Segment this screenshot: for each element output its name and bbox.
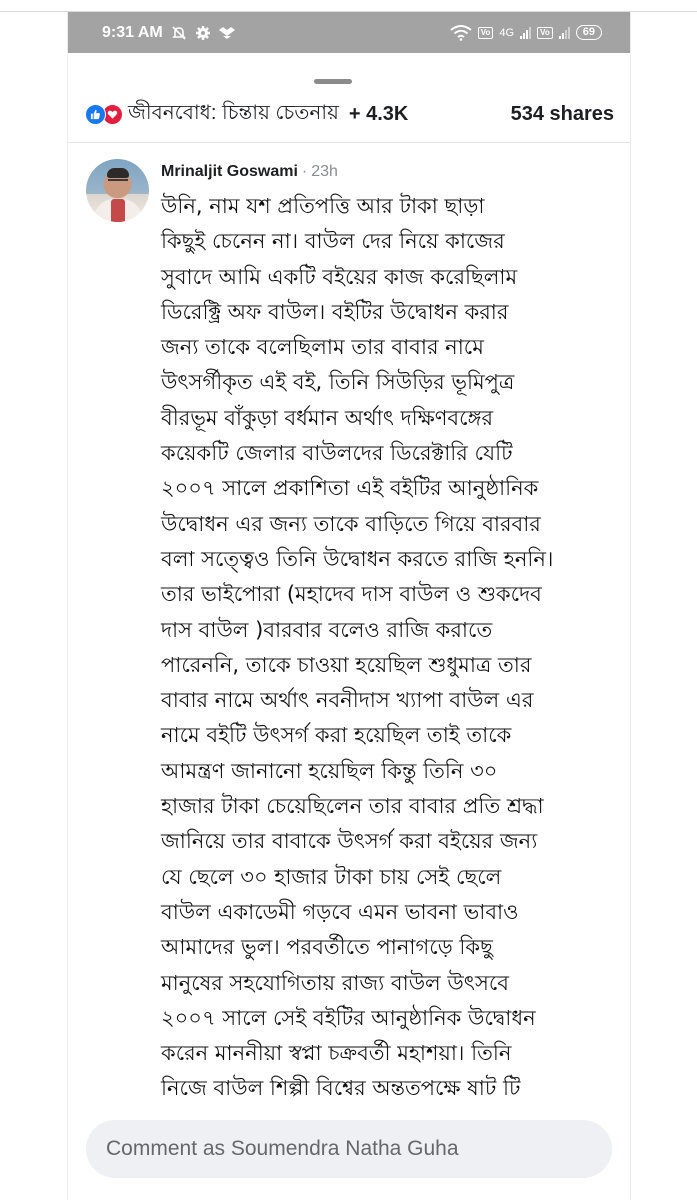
comment-line: ২০০৭ সালে সেই বইটির আনুষ্ঠানিক উদ্বোধন — [161, 1005, 536, 1030]
comment-line: জানিয়ে তার বাবাকে উৎসর্গ করা বইয়ের জন্য — [161, 829, 538, 854]
comment-line: বাবার নামে অর্থাৎ নবনীদাস খ্যাপা বাউল এর — [161, 688, 534, 713]
comment-text — [161, 189, 630, 1107]
comment-line: নিজে বাউল শিল্পী বিশ্বের অন্ততপক্ষে ষাট টি — [161, 1076, 521, 1101]
comment-time[interactable]: 23h — [311, 163, 338, 180]
comment-line: উদ্বোধন এর জন্য তাকে বাড়িতে গিয়ে বারবার — [161, 511, 541, 536]
comment-line: কয়েকটি জেলার বাউলদের ডিরেক্টারি যেটি — [161, 441, 513, 466]
gear-icon — [195, 25, 211, 41]
reaction-count: + 4.3K — [348, 102, 409, 125]
comment-line: ২০০৭ সালে প্রকাশিতা এই বইটির আনুষ্ঠানিক — [161, 476, 539, 501]
comment-body — [161, 159, 630, 1107]
comment-line: যে ছেলে ৩০ হাজার টাকা চায় সেই ছেলে — [161, 864, 502, 889]
comment-line: হাজার টাকা চেয়েছিলেন তার বাবার প্রতি শ্রদ্ধা — [161, 794, 544, 819]
volte-badge-1: Vo — [478, 27, 494, 39]
reactions-summary[interactable] — [85, 99, 620, 129]
status-time: 9:31 AM — [102, 23, 163, 41]
comment-line: নামে বইটি উৎসর্গ করা হয়েছিল তাই তাকে — [161, 723, 512, 748]
comment-header — [161, 159, 630, 185]
mute-icon — [171, 25, 187, 41]
reactor-name: জীবনবোধ: চিন্তায় চেতনায় — [128, 101, 339, 124]
comment-line: কিছুই চেনেন না। বাউল দের নিয়ে কাজের — [161, 229, 505, 254]
dropbox-icon — [219, 25, 235, 41]
comment-line: আমন্ত্রণ জানানো হয়েছিল কিন্তু তিনি ৩০ — [161, 758, 498, 783]
comment-line: পারেননি, তাকে চাওয়া হয়েছিল শুধুমাত্র তার — [161, 652, 532, 677]
comment-composer — [68, 1112, 630, 1200]
comment-line: বাউল একাডেমী গড়বে এমন ভাবনা ভাবাও — [161, 899, 519, 924]
comment-line: বীরভূম বাঁকুড়া বর্ধমান অর্থাৎ দক্ষিণবঙ্গের — [161, 405, 494, 430]
signal-icon-2 — [559, 27, 570, 39]
comment-line: ডিরেক্ট্রি অফ বাউল। বইটির উদ্বোধন করার — [161, 299, 509, 324]
phone-screen — [68, 12, 630, 1200]
volte-badge-2: Vo — [537, 27, 553, 39]
avatar[interactable] — [86, 159, 149, 222]
wifi-icon — [450, 25, 472, 41]
status-bar — [68, 12, 630, 53]
comment-line: সুবাদে আমি একটি বইয়ের কাজ করেছিলাম — [161, 264, 518, 289]
comment-line: উৎসর্গীকৃত এই বই, তিনি সিউড়ির ভূমিপুত্র — [161, 370, 515, 395]
sheet-drag-handle[interactable] — [314, 79, 352, 84]
battery-level: 69 — [576, 25, 602, 40]
signal-icon — [520, 27, 531, 39]
divider — [68, 142, 630, 143]
comment-line: দাস বাউল )বারবার বলেও রাজি করাতে — [161, 617, 493, 642]
comment-author[interactable]: Mrinaljit Goswami — [161, 163, 298, 180]
comment-line: বলা সত্ত্বেও তিনি উদ্বোধন করতে রাজি হননি। — [161, 546, 554, 571]
comment-line: তার ভাইপোরা (মহাদেব দাস বাউল ও শুকদেব — [161, 582, 542, 607]
comment-line: উনি, নাম যশ প্রতিপত্তি আর টাকা ছাড়া — [161, 194, 485, 218]
comment-line: আমাদের ভুল। পরবর্তীতে পানাগড়ে কিছু — [161, 935, 493, 960]
comment-input[interactable] — [86, 1120, 612, 1178]
comment-line: জন্য তাকে বলেছিলাম তার বাবার নামে — [161, 335, 484, 360]
shares-count[interactable]: 534 shares — [510, 102, 614, 125]
comments-sheet — [68, 53, 630, 1200]
separator-dot: · — [301, 163, 308, 180]
comment-line: করেন মাননীয়া স্বপ্না চক্রবর্তী মহাশয়া। তিনি — [161, 1041, 512, 1066]
comment-line: মানুষের সহযোগিতায় রাজ্য বাউল উৎসবে — [161, 970, 509, 995]
like-icon — [85, 104, 106, 125]
reaction-icons — [85, 104, 123, 125]
network-type: 4G — [499, 26, 515, 39]
